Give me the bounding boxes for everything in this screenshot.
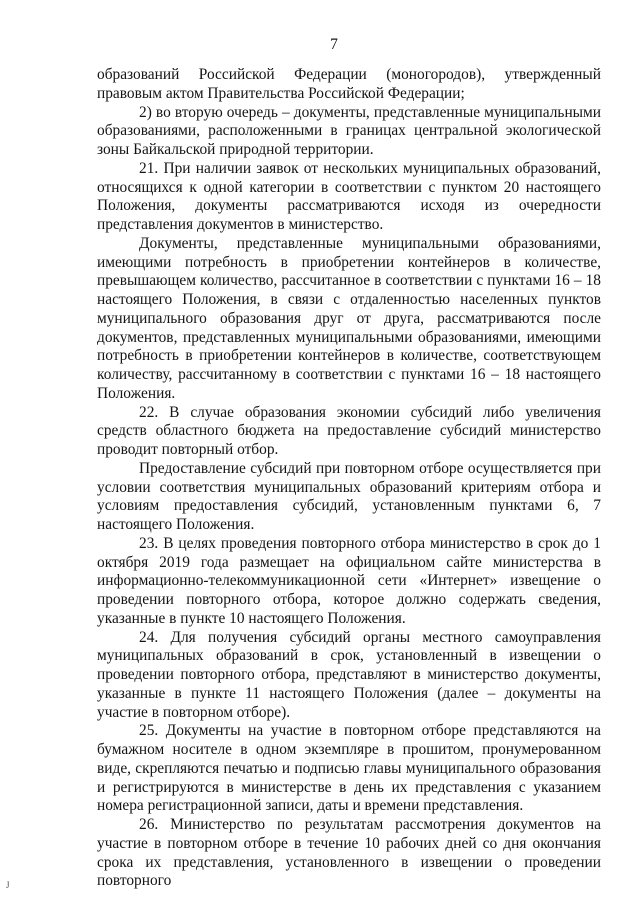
paragraph-clause-23: 23. В целях проведения повторного отбора министерство в срок до 1 октября 2019 года размещает на официальном сайте министерства в информационно-телекоммуникационной сети «Интернет» извещение о проведении повторного отбора, которое должно содержать сведения, указанные в пункте 10 настоящего Положения.: [97, 534, 601, 627]
paragraph-clause-21: 21. При наличии заявок от нескольких муниципальных образований, относящихся к одной категории в соответствии с пунктом 20 настоящего Положения, документы рассматриваются исходя из очередности представления документов в министерство.: [97, 159, 601, 233]
paragraph-continuation: образований Российской Федерации (моногородов), утвержденный правовым актом Правительства Российской Федерации;: [97, 66, 601, 102]
paragraph-documents-priority: Документы, представленные муниципальными образованиями, имеющими потребность в приобретении контейнеров в количестве, превышающем количество, рассчитанное в соответствии с пунктами 16 – 18 настоящего Положения, в связи с отдаленностью населенных пунктов муниципального образования друг от друга, рассматриваются после документов, представленных муниципальными образованиями, имеющими потребность в приобретении контейнеров в количестве, соответствующем количеству, рассчитанному в соответствии с пунктами 16 – 18 настоящего Положения.: [97, 234, 601, 402]
margin-mark: J: [6, 880, 10, 890]
paragraph-item-2: 2) во вторую очередь – документы, представленные муниципальными образованиями, расположенными в границах центральной экологической зоны Байкальской природной территории.: [97, 103, 601, 158]
paragraph-clause-26: 26. Министерство по результатам рассмотрения документов на участие в повторном отборе в течение 10 рабочих дней со дня окончания срока их представления, установленного в извещении о проведении повторного: [97, 816, 601, 890]
page-number: 7: [330, 36, 338, 53]
paragraph-clause-25: 25. Документы на участие в повторном отборе представляются на бумажном носителе в одном экземпляре в прошитом, пронумерованном виде, скрепляются печатью и подписью главы муниципального образования и регистрируются в министерстве в день их представления с указанием номера регистрационной записи, даты и времени представления.: [97, 722, 601, 815]
paragraph-clause-24: 24. Для получения субсидий органы местного самоуправления муниципальных образований в срок, установленный в извещении о проведении повторного отбора, представляют в министерство документы, указанные в пункте 11 настоящего Положения (далее – документы на участие в повторном отборе).: [97, 628, 601, 721]
paragraph-repeat-selection-conditions: Предоставление субсидий при повторном отборе осуществляется при условии соответствия муниципальных образований критериям отбора и условиям предоставления субсидий, установленным пунктами 6, 7 настоящего Положения.: [97, 459, 601, 533]
paragraph-clause-22: 22. В случае образования экономии субсидий либо увеличения средств областного бюджета на предоставление субсидий министерство проводит повторный отбор.: [97, 403, 601, 458]
document-body: [97, 66, 601, 891]
